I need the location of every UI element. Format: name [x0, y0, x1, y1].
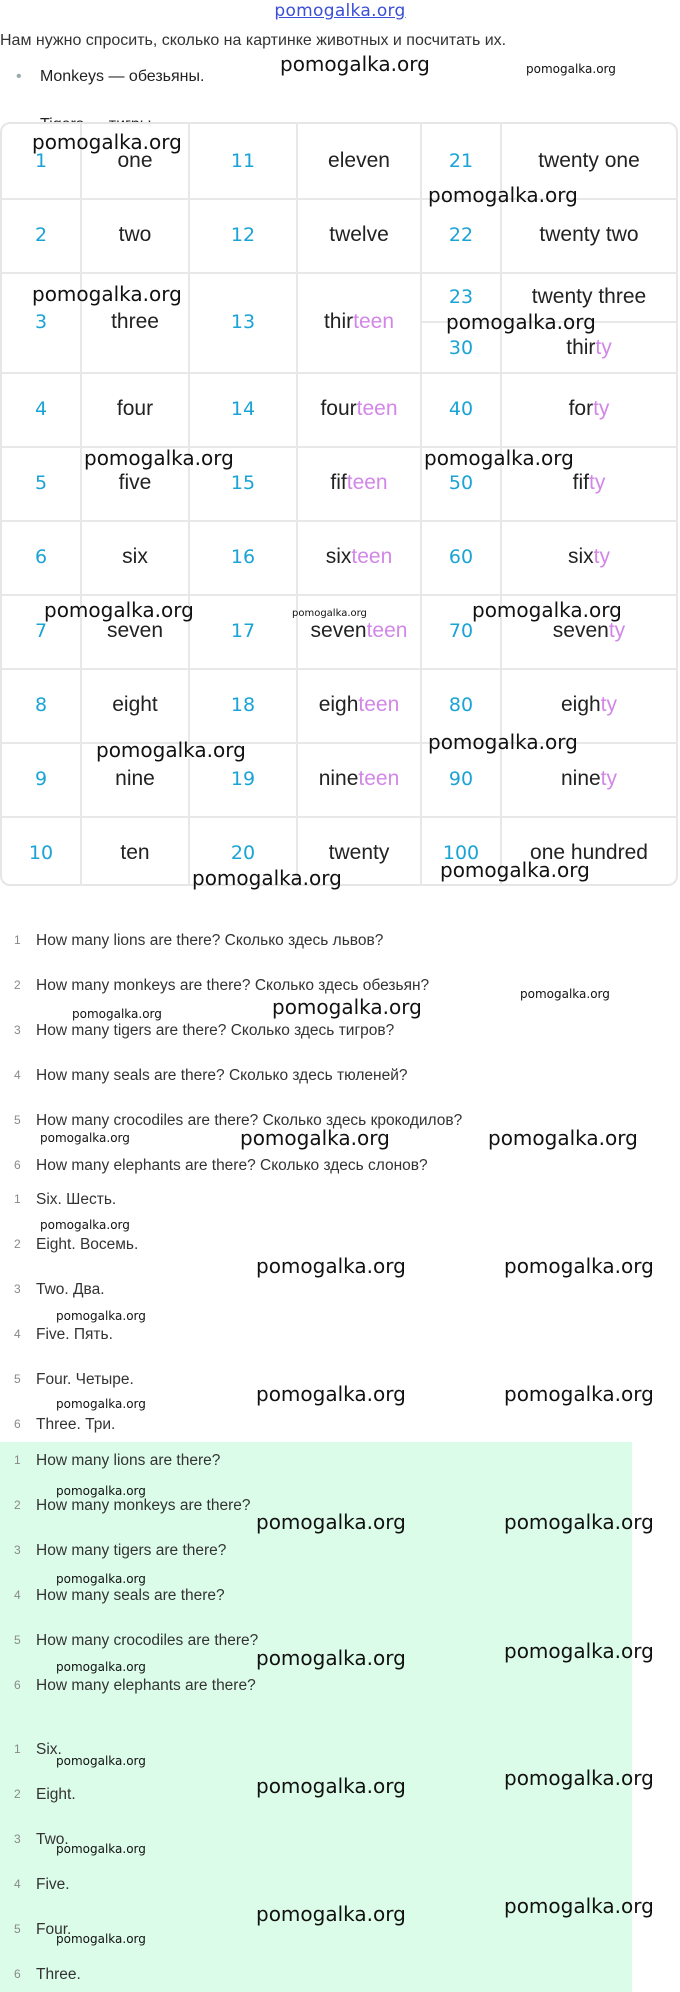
suffix-highlight: teen — [346, 471, 388, 494]
list-text: Three. Три. — [36, 1416, 116, 1433]
number-word: thir — [323, 310, 354, 333]
list-number: 2 — [14, 1787, 21, 1801]
cell-number: 100 — [422, 816, 502, 886]
cell-number: 70 — [422, 594, 502, 668]
number-word: twenty three — [531, 284, 647, 308]
watermark: pomogalka.org — [488, 1126, 638, 1150]
number-word: thir — [566, 335, 596, 359]
cell-word — [298, 446, 422, 520]
site-logo[interactable]: pomogalka.org — [274, 1, 406, 21]
cell-number: 2 — [2, 198, 82, 272]
list-text: Five. Пять. — [36, 1326, 113, 1343]
suffix-highlight: teen — [353, 310, 395, 333]
cell-word — [82, 816, 190, 886]
watermark: pomogalka.org — [520, 987, 610, 1001]
cell-number: 9 — [2, 742, 82, 816]
cell-number: 15 — [190, 446, 298, 520]
list-text: Two. — [36, 1831, 69, 1848]
watermark: pomogalka.org — [256, 1382, 406, 1406]
number-word: fif — [572, 471, 589, 494]
cell-number: 5 — [2, 446, 82, 520]
list-text: Six. Шесть. — [36, 1191, 117, 1208]
cell-number: 50 — [422, 446, 502, 520]
list-number: 1 — [14, 1453, 21, 1467]
cell-number: 80 — [422, 668, 502, 742]
watermark: pomogalka.org — [424, 446, 574, 470]
list-number: 1 — [14, 1192, 21, 1206]
bullet-dot-icon: • — [16, 68, 22, 85]
cell-number: 8 — [2, 668, 82, 742]
suffix-highlight: teen — [358, 693, 400, 716]
list-number: 6 — [14, 1678, 21, 1692]
cell-number: 16 — [190, 520, 298, 594]
watermark: pomogalka.org — [56, 1572, 146, 1586]
cell-number: 14 — [190, 372, 298, 446]
list-number: 3 — [14, 1543, 21, 1557]
number-word: one hundred — [530, 841, 648, 864]
watermark: pomogalka.org — [472, 598, 622, 622]
cell-word — [298, 594, 422, 668]
list-number: 3 — [14, 1832, 21, 1846]
number-word: five — [118, 471, 152, 494]
watermark: pomogalka.org — [504, 1254, 654, 1278]
watermark: pomogalka.org — [32, 130, 182, 154]
watermark: pomogalka.org — [56, 1309, 146, 1323]
watermark: pomogalka.org — [192, 866, 342, 890]
watermark: pomogalka.org — [256, 1646, 406, 1670]
list-text: Eight. — [36, 1786, 76, 1803]
watermark: pomogalka.org — [428, 730, 578, 754]
list-text: How many crocodiles are there? — [36, 1632, 259, 1649]
list-number: 5 — [14, 1633, 21, 1647]
watermark: pomogalka.org — [428, 183, 578, 207]
watermark: pomogalka.org — [40, 1131, 130, 1145]
list-number: 2 — [14, 1237, 21, 1251]
number-word: two — [118, 223, 152, 246]
suffix-highlight: teen — [358, 767, 400, 790]
list-number: 6 — [14, 1158, 21, 1172]
suffix-highlight: ty — [593, 397, 610, 420]
suffix-highlight: teen — [356, 397, 398, 420]
watermark: pomogalka.org — [256, 1510, 406, 1534]
cell-number: 20 — [190, 816, 298, 886]
cell-word — [82, 520, 190, 594]
number-word: twelve — [329, 223, 389, 246]
list-text: Eight. Восемь. — [36, 1236, 139, 1253]
watermark: pomogalka.org — [504, 1639, 654, 1663]
list-text: Three. — [36, 1966, 81, 1983]
suffix-highlight: ty — [595, 335, 612, 359]
suffix-highlight: teen — [351, 545, 393, 568]
list-text: How many elephants are there? Сколько здесь слонов? — [36, 1157, 428, 1174]
number-word: seven — [552, 619, 609, 642]
suffix-highlight: teen — [366, 619, 408, 642]
cell-number: 23 — [422, 272, 500, 323]
number-word: nine — [115, 767, 155, 790]
cell-word — [82, 668, 190, 742]
cell-number: 21 — [422, 124, 502, 198]
watermark: pomogalka.org — [446, 310, 596, 334]
list-number: 2 — [14, 1498, 21, 1512]
watermark: pomogalka.org — [56, 1660, 146, 1674]
number-word: twenty — [328, 841, 390, 864]
cell-number: 7 — [2, 594, 82, 668]
list-text: How many seals are there? — [36, 1587, 225, 1604]
list-number: 1 — [14, 933, 21, 947]
list-text: How many crocodiles are there? Сколько здесь крокодилов? — [36, 1112, 463, 1129]
list-text: Four. — [36, 1921, 72, 1938]
cell-word — [82, 198, 190, 272]
number-word: six — [567, 545, 594, 568]
number-word: ten — [120, 841, 150, 864]
cell-number: 17 — [190, 594, 298, 668]
cell-number: 6 — [2, 520, 82, 594]
suffix-highlight: ty — [589, 471, 606, 494]
watermark: pomogalka.org — [256, 1902, 406, 1926]
number-word: nine — [318, 767, 359, 790]
suffix-highlight: ty — [608, 619, 626, 642]
number-word: one — [117, 149, 153, 172]
list-text: Five. — [36, 1876, 70, 1893]
list-text: Six. — [36, 1741, 62, 1758]
list-number: 4 — [14, 1877, 21, 1891]
number-word: eigh — [318, 693, 359, 716]
watermark: pomogalka.org — [72, 1007, 162, 1021]
table-row — [2, 372, 676, 448]
list-text: How many seals are there? Сколько здесь тюленей? — [36, 1067, 408, 1084]
number-word: four — [116, 397, 154, 420]
watermark: pomogalka.org — [56, 1932, 146, 1946]
cell-word — [82, 372, 190, 446]
number-word: six — [325, 545, 352, 568]
number-word: seven — [106, 619, 164, 642]
list-number: 6 — [14, 1967, 21, 1981]
cell-word — [502, 198, 676, 272]
cell-word — [298, 198, 422, 272]
cell-number: 60 — [422, 520, 502, 594]
watermark: pomogalka.org — [32, 282, 182, 306]
number-word: twenty two — [539, 223, 639, 246]
watermark: pomogalka.org — [56, 1754, 146, 1768]
intro-text: Нам нужно спросить, сколько на картинке животных и посчитать их. — [0, 32, 507, 49]
list-text: How many tigers are there? Сколько здесь тигров? — [36, 1022, 395, 1039]
watermark: pomogalka.org — [292, 608, 367, 619]
number-word: four — [320, 397, 357, 420]
list-text: How many elephants are there? — [36, 1677, 256, 1694]
watermark: pomogalka.org — [272, 995, 422, 1019]
cell-number: 18 — [190, 668, 298, 742]
number-word: three — [111, 310, 159, 333]
cell-word — [298, 372, 422, 446]
watermark: pomogalka.org — [280, 52, 430, 76]
watermark: pomogalka.org — [504, 1382, 654, 1406]
cell-word — [298, 668, 422, 742]
number-word: six — [122, 545, 148, 568]
list-number: 4 — [14, 1327, 21, 1341]
cell-number: 1 — [2, 124, 82, 198]
table-row — [2, 198, 676, 274]
list-text: Four. Четыре. — [36, 1371, 134, 1388]
suffix-highlight: ty — [593, 545, 610, 568]
cell-number: 22 — [422, 198, 502, 272]
list-number: 2 — [14, 978, 21, 992]
cell-number: 30 — [448, 336, 474, 359]
cell-word — [298, 272, 422, 372]
watermark: pomogalka.org — [504, 1510, 654, 1534]
number-word: seven — [310, 619, 367, 642]
cell-word — [502, 372, 676, 446]
watermark: pomogalka.org — [504, 1894, 654, 1918]
cell-number: 10 — [2, 816, 82, 886]
cell-number: 4 — [2, 372, 82, 446]
list-text: How many monkeys are there? — [36, 1497, 251, 1514]
watermark: pomogalka.org — [40, 1218, 130, 1232]
cell-word — [298, 520, 422, 594]
number-word: eigh — [560, 693, 601, 716]
watermark: pomogalka.org — [504, 1766, 654, 1790]
watermark: pomogalka.org — [84, 446, 234, 470]
suffix-highlight: ty — [600, 767, 618, 790]
watermark: pomogalka.org — [256, 1254, 406, 1278]
watermark: pomogalka.org — [56, 1397, 146, 1411]
watermark: pomogalka.org — [240, 1126, 390, 1150]
list-number: 1 — [14, 1742, 21, 1756]
list-number: 3 — [14, 1023, 21, 1037]
cell-word — [502, 520, 676, 594]
watermark: pomogalka.org — [44, 598, 194, 622]
list-text: How many lions are there? Сколько здесь львов? — [36, 932, 384, 949]
number-word: nine — [560, 767, 601, 790]
list-text: How many lions are there? — [36, 1452, 221, 1469]
cell-number: 11 — [190, 124, 298, 198]
cell-number: 19 — [190, 742, 298, 816]
list-text: Two. Два. — [36, 1281, 105, 1298]
number-word: eleven — [328, 149, 390, 172]
watermark: pomogalka.org — [256, 1774, 406, 1798]
watermark: pomogalka.org — [56, 1842, 146, 1856]
list-text: How many tigers are there? — [36, 1542, 227, 1559]
cell-number: 90 — [422, 742, 502, 816]
cell-number: 3 — [2, 272, 82, 372]
watermark: pomogalka.org — [96, 738, 246, 762]
list-number: 5 — [14, 1922, 21, 1936]
cell-number: 40 — [422, 372, 502, 446]
list-number: 6 — [14, 1417, 21, 1431]
number-word: for — [568, 397, 594, 420]
cell-number: 12 — [190, 198, 298, 272]
list-number: 5 — [14, 1113, 21, 1127]
cell-word — [298, 742, 422, 816]
number-word: twenty one — [538, 149, 640, 172]
cell-number: 13 — [190, 272, 298, 372]
suffix-highlight: ty — [600, 693, 618, 716]
bullet-text: Monkeys — обезьяны. — [40, 68, 205, 85]
watermark: pomogalka.org — [56, 1484, 146, 1498]
watermark: pomogalka.org — [440, 858, 590, 882]
list-number: 4 — [14, 1068, 21, 1082]
cell-word — [298, 124, 422, 198]
watermark: pomogalka.org — [526, 62, 616, 76]
list-number: 5 — [14, 1372, 21, 1386]
number-word: eight — [112, 693, 158, 716]
table-row — [2, 520, 676, 596]
number-word: fif — [330, 471, 347, 494]
list-text: How many monkeys are there? Сколько здесь обезьян? — [36, 977, 430, 994]
list-number: 3 — [14, 1282, 21, 1296]
list-number: 4 — [14, 1588, 21, 1602]
numbers-table — [0, 122, 678, 886]
